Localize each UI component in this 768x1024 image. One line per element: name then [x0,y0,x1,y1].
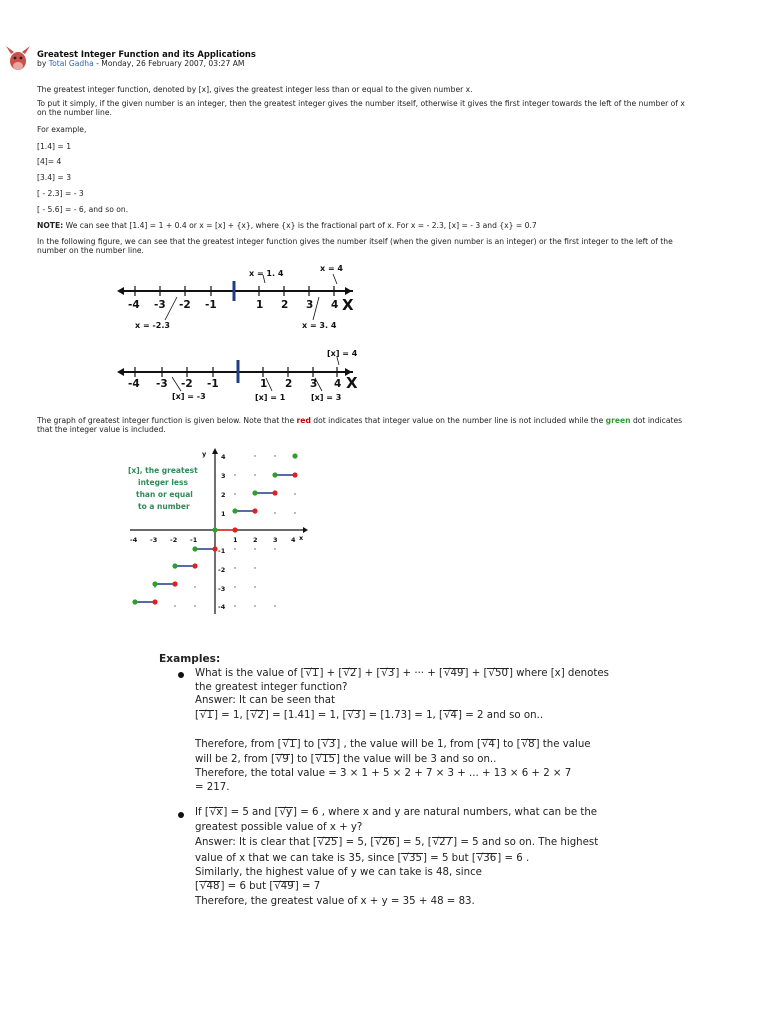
annotation-label: [x] = -3 [172,392,206,401]
example-item: [1.4] = 1 [37,142,72,151]
example-item: [ - 5.6] = - 6, and so on. [37,205,129,214]
q2-line1: If [√x] = 5 and [√y] = 6 , where x and y are natural numbers, what can be the [195,807,598,818]
tick-label: 4 [331,299,339,311]
annotation-label: [x] = 1 [255,393,286,402]
q1-line2: the greatest integer function? [195,682,348,693]
tick-label: -3 [154,299,166,311]
axis-label: X [346,374,358,392]
graph-caption: integer less [138,478,188,487]
q1-line6: will be 2, from [√9] to [√15] the value will be 3 and so on.. [195,754,497,765]
example-item: [3.4] = 3 [37,173,72,182]
y-tick-label: -2 [218,566,226,574]
tick-label: -1 [205,299,217,311]
axis-label: X [342,296,354,314]
example-item: [4]= 4 [37,157,62,166]
note-label: NOTE: [37,221,64,230]
tick-label: -4 [128,299,140,311]
for-example-label: For example, [37,125,87,134]
q1-line5: Therefore, from [√1] to [√3] , the value will be 1, from [√4] to [√8] the value [195,739,591,750]
para-simple-b: on the number line. [37,108,112,117]
y-tick-label: 2 [221,491,226,499]
green-dot-word: green [605,416,631,425]
q1-line4: [√1] = 1, [√2] = [1.41] = 1, [√3] = [1.73] = 1, [√4] = 2 and so on.. [195,710,544,721]
y-tick-label: -4 [218,603,226,611]
q2-line7: Therefore, the greatest value of x + y = 35 + 48 = 83. [195,896,475,907]
graph-intro-b: that the integer value is included. [37,425,166,434]
tick-label: 1 [260,378,268,390]
y-axis-label: y [202,450,207,458]
figure-intro-a: In the following figure, we can see that the greatest integer function gives the number itself (when the given number is an integer) or the first integer to the left of the [37,237,673,246]
annotation-label: x = 4 [320,264,343,273]
q2-line5: Similarly, the highest value of y we can take is 48, since [195,867,482,878]
x-tick-label: -2 [170,536,178,544]
y-tick-label: -1 [218,547,226,555]
y-tick-label: 1 [221,510,226,518]
tick-label: -4 [128,378,140,390]
annotation-label: x = 1. 4 [249,269,284,278]
graph-caption: to a number [138,502,190,511]
q2-line6: [√48] = 6 but [√49] = 7 [195,881,321,892]
tick-label: 3 [306,299,314,311]
figure-intro-b: number on the number line. [37,246,144,255]
graph-intro-part: dot indicates [630,416,683,425]
graph-intro-part: dot indicates that integer value on the number line is not included while the [310,416,606,425]
para-definition: The greatest integer function, denoted by [x], gives the greatest integer less than or equal to the given number x. [37,85,473,94]
bullet-icon [178,812,184,818]
red-dot-word: red [296,416,311,425]
by-prefix: by [37,59,47,68]
graph-intro-part: The graph of greatest integer function is given below. Note that the [37,416,297,425]
tick-label: -2 [181,378,193,390]
tick-label: 4 [334,378,342,390]
q2-line4: value of x that we can take is 35, since [√35] = 5 but [√36] = 6 . [195,853,530,864]
x-tick-label: 2 [253,536,258,544]
annotation-label: x = 3. 4 [302,321,337,330]
tick-label: -3 [156,378,168,390]
post-date: - Monday, 26 February 2007, 03:27 AM [93,59,245,68]
x-tick-label: 1 [233,536,238,544]
annotation-label: [x] = 4 [327,349,358,358]
bullet-icon [178,672,184,678]
y-tick-label: 3 [221,472,226,480]
author-link[interactable]: Total Gadha [48,59,94,68]
q1-line8: = 217. [195,782,230,793]
x-axis-label: x [299,534,304,542]
x-tick-label: 3 [273,536,278,544]
q1-line3: Answer: It can be seen that [195,695,335,706]
example-item: [ - 2.3] = - 3 [37,189,84,198]
y-tick-label: -3 [218,585,226,593]
tick-label: -1 [207,378,219,390]
x-tick-label: 4 [291,536,296,544]
q1-line1: What is the value of [√1] + [√2] + [√3] + ··· + [√49] + [√50] where [x] denotes [195,668,609,679]
q1-line7: Therefore, the total value = 3 × 1 + 5 × 2 + 7 × 3 + ... + 13 × 6 + 2 × 7 [195,768,572,779]
tick-label: 2 [285,378,293,390]
y-tick-label: 4 [221,453,226,461]
tick-label: 2 [281,299,289,311]
q2-line3: Answer: It is clear that [√25] = 5, [√26] = 5, [√27] = 5 and so on. The highest [195,837,599,848]
examples-heading: Examples: [159,653,221,665]
x-tick-label: -4 [130,536,138,544]
annotation-label: [x] = 3 [311,393,342,402]
q2-line2: greatest possible value of x + y? [195,822,363,833]
note-text: We can see that [1.4] = 1 + 0.4 or x = [x] + {x}, where {x} is the fractional part of x. For x = - 2.3, [x] = - 3 and {x} = 0.7 [63,221,537,230]
annotation-label: x = -2.3 [135,321,170,330]
tick-label: 1 [256,299,264,311]
x-tick-label: -3 [150,536,158,544]
graph-caption: [x], the greatest [128,466,198,475]
x-tick-label: -1 [190,536,198,544]
post-title: Greatest Integer Function and its Applications [37,49,256,59]
tick-label: 3 [310,378,318,390]
tick-label: -2 [179,299,191,311]
para-simple-a: To put it simply, if the given number is an integer, then the greatest integer gives the number itself, otherwise it gives the first integer towards the left of the number of x [37,99,685,108]
graph-caption: than or equal [136,490,193,499]
